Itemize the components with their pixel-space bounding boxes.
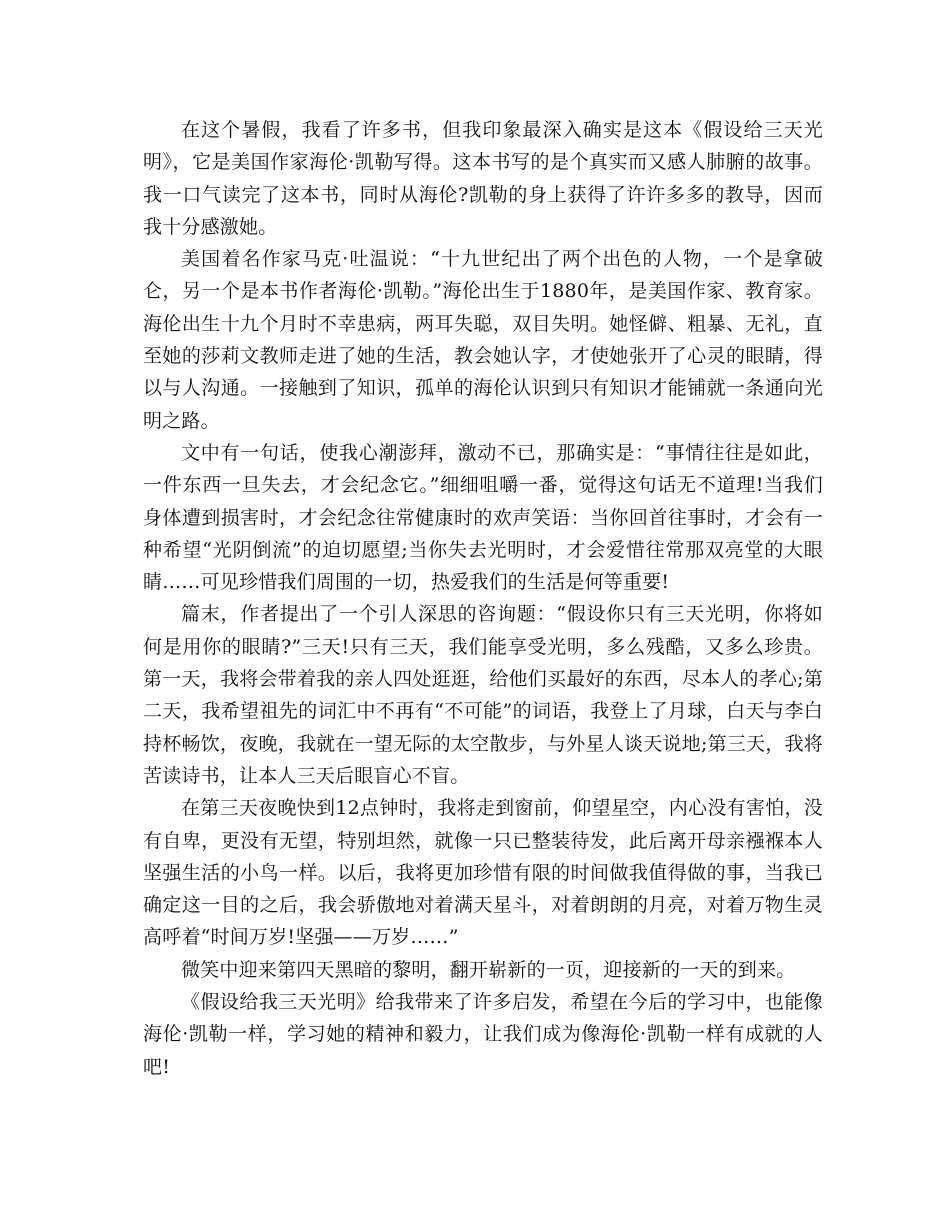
paragraph-6: 微笑中迎来第四天黑暗的黎明，翻开崭新的一页，迎接新的一天的到来。	[181, 958, 796, 981]
paragraph-3: 文中有一句话，使我心潮澎拜，激动不已，那确实是：“事情往往是如此，一件东西一旦失去，才会纪念它。”细细咀嚼一番，觉得这句话无不道理!当我们身体遭到损害时，才会纪念往常健康时的欢声笑语：当你回首往事时，才会有一种希望“光阴倒流”的迫切愿望;当你失去光明时，才会爱惜往常那双亮堂的大眼睛……可见珍惜我们周围的一切，热爱我们的生活是何等重要!	[143, 441, 823, 594]
paragraph-5: 在第三天夜晚快到12点钟时，我将走到窗前，仰望星空，内心没有害怕，没有自卑，更没有无望，特别坦然，就像一只已整装待发，此后离开母亲襁褓本人坚强生活的小鸟一样。以后，我将更加珍惜有限的时间做我值得做的事，当我已确定这一目的之后，我会骄傲地对着满天星斗，对着朗朗的月亮，对着万物生灵高呼着“时间万岁!坚强——万岁……”	[143, 797, 823, 949]
paragraph-1: 在这个暑假，我看了许多书，但我印象最深入确实是这本《假设给三天光明》，它是美国作家海伦·凯勒写得。这本书写的是个真实而又感人肺腑的故事。我一口气读完了这本书，同时从海伦?凯勒的身上获得了许许多多的教导，因而我十分感激她。	[143, 119, 823, 238]
paragraph-7: 《假设给我三天光明》给我带来了许多启发，希望在今后的学习中，也能像海伦·凯勒一样，学习她的精神和毅力，让我们成为像海伦·凯勒一样有成就的人吧!	[143, 991, 823, 1078]
essay-body	[143, 114, 823, 1083]
paragraph-2: 美国着名作家马克·吐温说：“十九世纪出了两个出色的人物，一个是拿破仑，另一个是本书作者海伦·凯勒。”海伦出生于1880年，是美国作家、教育家。海伦出生十九个月时不幸患病，两耳失聪，双目失明。她怪僻、粗暴、无礼，直至她的莎莉文教师走进了她的生活，教会她认字，才使她张开了心灵的眼睛，得以与人沟通。一接触到了知识，孤单的海伦认识到只有知识才能铺就一条通向光明之路。	[143, 248, 823, 432]
paragraph-4: 篇末，作者提出了一个引人深思的咨询题：“假设你只有三天光明，你将如何是用你的眼睛?”三天!只有三天，我们能享受光明，多么残酷，又多么珍贵。第一天，我将会带着我的亲人四处逛逛，给他们买最好的东西，尽本人的孝心;第二天，我希望祖先的词汇中不再有“不可能”的词语，我登上了月球，白天与李白持杯畅饮，夜晚，我就在一望无际的太空散步，与外星人谈天说地;第三天，我将苦读诗书，让本人三天后眼盲心不盲。	[143, 603, 823, 787]
